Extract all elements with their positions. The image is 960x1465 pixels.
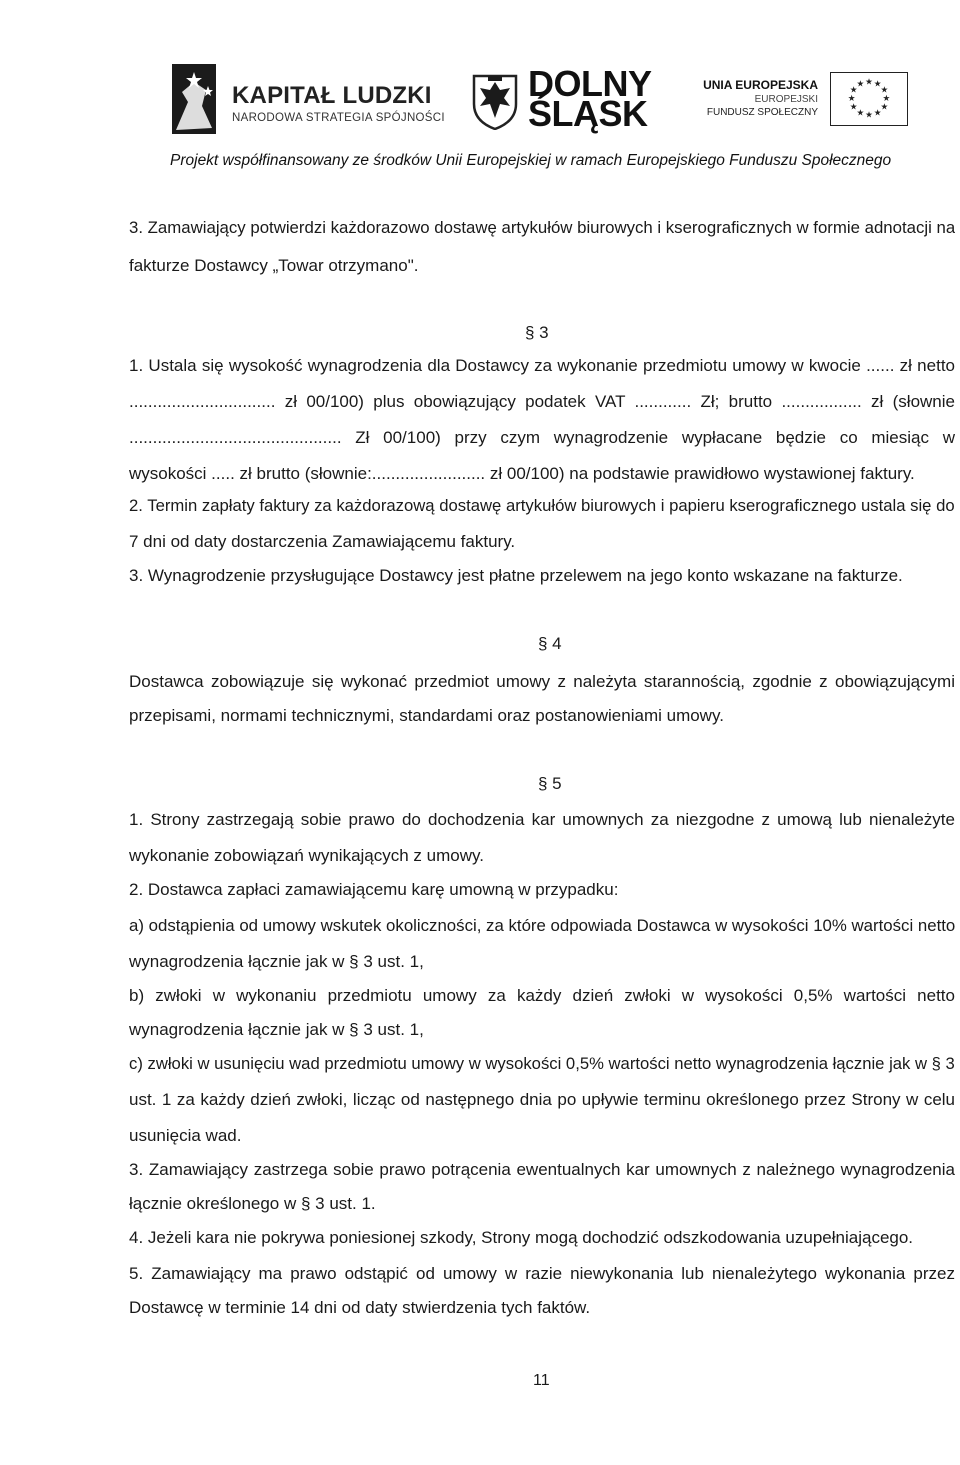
s3-p1-line-1: 1. Ustala się wysokość wynagrodzenia dla Dostawcy za wykonanie przedmiotu umowy w kwocie ...... zł netto bbox=[129, 356, 955, 375]
svg-text:★: ★ bbox=[873, 79, 882, 90]
eu-flag-icon bbox=[830, 72, 908, 126]
dolny-slask-logo bbox=[470, 63, 660, 136]
svg-text:★: ★ bbox=[865, 77, 873, 88]
s5-p3-line-1: 3. Zamawiający zastrzega sobie prawo potrącenia ewentualnych kar umownych z należnego wynagrodzenia bbox=[129, 1160, 955, 1179]
s3-p1-line-2: ............................... zł 00/100) plus obowiązujący podatek VAT ............ Zł; brutto ................. zł (słownie bbox=[129, 392, 955, 411]
s3-p1-line-4: wysokości ..... zł brutto (słownie:........................ zł 00/100) na podstawie prawidłowo wystawionej faktury. bbox=[129, 464, 915, 483]
s5-b-line-2: wynagrodzenia łącznie jak w § 3 ust. 1, bbox=[129, 1020, 424, 1039]
svg-text:★: ★ bbox=[880, 85, 889, 96]
s4-line-2: przepisami, normami technicznymi, standardami oraz postanowieniami umowy. bbox=[129, 706, 724, 725]
section-4-heading: § 4 bbox=[538, 634, 562, 653]
page-number: 11 bbox=[533, 1372, 550, 1389]
section-5-heading: § 5 bbox=[538, 774, 562, 793]
s5-c-line-2: ust. 1 za każdy dzień zwłoki, licząc od następnego dnia po upływie terminu określonego przez Strony w celu bbox=[129, 1090, 955, 1109]
eu-subtitle-2: FUNDUSZ SPOŁECZNY bbox=[706, 107, 818, 118]
s5-c-line-1: c) zwłoki w usunięciu wad przedmiotu umowy w wysokości 0,5% wartości netto wynagrodzenia łącznie jak w § 3 bbox=[129, 1054, 955, 1073]
s4-line-1: Dostawca zobowiązuje się wykonać przedmiot umowy z należyta starannością, zgodnie z obowiązującymi bbox=[129, 672, 955, 691]
eu-title: UNIA EUROPEJSKA bbox=[703, 78, 818, 92]
s5-c-line-3: usunięcia wad. bbox=[129, 1126, 242, 1145]
s5-p2-line-1: 2. Dostawca zapłaci zamawiającemu karę umowną w przypadku: bbox=[129, 880, 619, 899]
eu-efs-logo bbox=[703, 70, 908, 130]
svg-text:★: ★ bbox=[847, 93, 856, 104]
para-3-line-2: fakturze Dostawcy „Towar otrzymano". bbox=[129, 256, 419, 275]
s5-a-line-1: a) odstąpienia od umowy wskutek okoliczności, za które odpowiada Dostawca w wysokości 10% wartości netto bbox=[129, 916, 955, 935]
svg-text:★: ★ bbox=[849, 102, 858, 113]
s5-p5-line-1: 5. Zamawiający ma prawo odstąpić od umowy w razie niewykonania lub nienależytego wykonania przez bbox=[129, 1264, 955, 1283]
s5-p3-line-2: łącznie określonego w § 3 ust. 1. bbox=[129, 1194, 376, 1213]
s5-b-line-1: b) zwłoki w wykonaniu przedmiotu umowy za każdy dzień zwłoki w wysokości 0,5% wartości netto bbox=[129, 986, 955, 1005]
s3-p2-line-1: 2. Termin zapłaty faktury za każdorazową dostawę artykułów biurowych i papieru kserograficznego ustala się do bbox=[129, 496, 955, 515]
svg-text:★: ★ bbox=[865, 110, 873, 121]
s5-p1-line-1: 1. Strony zastrzegają sobie prawo do dochodzenia kar umownych za niezgodne z umową lub nienależyte bbox=[129, 810, 955, 829]
section-3-heading: § 3 bbox=[525, 323, 549, 342]
kapital-ludzki-title: KAPITAŁ LUDZKI bbox=[232, 82, 432, 109]
s3-p2-line-2: 7 dni od daty dostarczenia Zamawiającemu faktury. bbox=[129, 532, 516, 551]
svg-text:★: ★ bbox=[880, 102, 889, 113]
s5-p4-line-1: 4. Jeżeli kara nie pokrywa poniesionej szkody, Strony mogą dochodzić odszkodowania uzupełniającego. bbox=[129, 1228, 914, 1247]
kapital-ludzki-emblem-icon bbox=[168, 62, 220, 136]
eagle-coat-of-arms-icon bbox=[470, 70, 520, 130]
svg-text:★: ★ bbox=[882, 93, 891, 104]
para-3-line-1: 3. Zamawiający potwierdzi każdorazowo dostawę artykułów biurowych i kserograficznych w formie adnotacji na bbox=[129, 218, 955, 237]
s5-a-line-2: wynagrodzenia łącznie jak w § 3 ust. 1, bbox=[129, 952, 424, 971]
s3-p1-line-3: ............................................. Zł 00/100) przy czym wynagrodzenie wypłacane będzie co miesiąc w bbox=[129, 428, 955, 447]
kapital-ludzki-logo bbox=[168, 62, 458, 140]
s5-p5-line-2: Dostawcę w terminie 14 dni od daty stwierdzenia tych faktów. bbox=[129, 1298, 591, 1317]
eu-subtitle-1: EUROPEJSKI bbox=[754, 94, 818, 105]
s5-p1-line-2: wykonanie zobowiązań wynikających z umowy. bbox=[129, 846, 484, 865]
slask-text: ŚLĄSK bbox=[528, 93, 648, 134]
s3-p3-line-1: 3. Wynagrodzenie przysługujące Dostawcy jest płatne przelewem na jego konto wskazane na fakturze. bbox=[129, 566, 903, 585]
svg-text:★: ★ bbox=[873, 108, 882, 119]
svg-text:★: ★ bbox=[856, 79, 865, 90]
svg-text:★: ★ bbox=[856, 108, 865, 119]
kapital-ludzki-subtitle: NARODOWA STRATEGIA SPÓJNOŚCI bbox=[232, 112, 445, 124]
svg-text:★: ★ bbox=[849, 85, 858, 96]
dolny-text: DOLNY bbox=[528, 63, 652, 104]
cofinancing-note: Projekt współfinansowany ze środków Unii Europejskiej w ramach Europejskiego Funduszu Społecznego bbox=[170, 152, 892, 169]
